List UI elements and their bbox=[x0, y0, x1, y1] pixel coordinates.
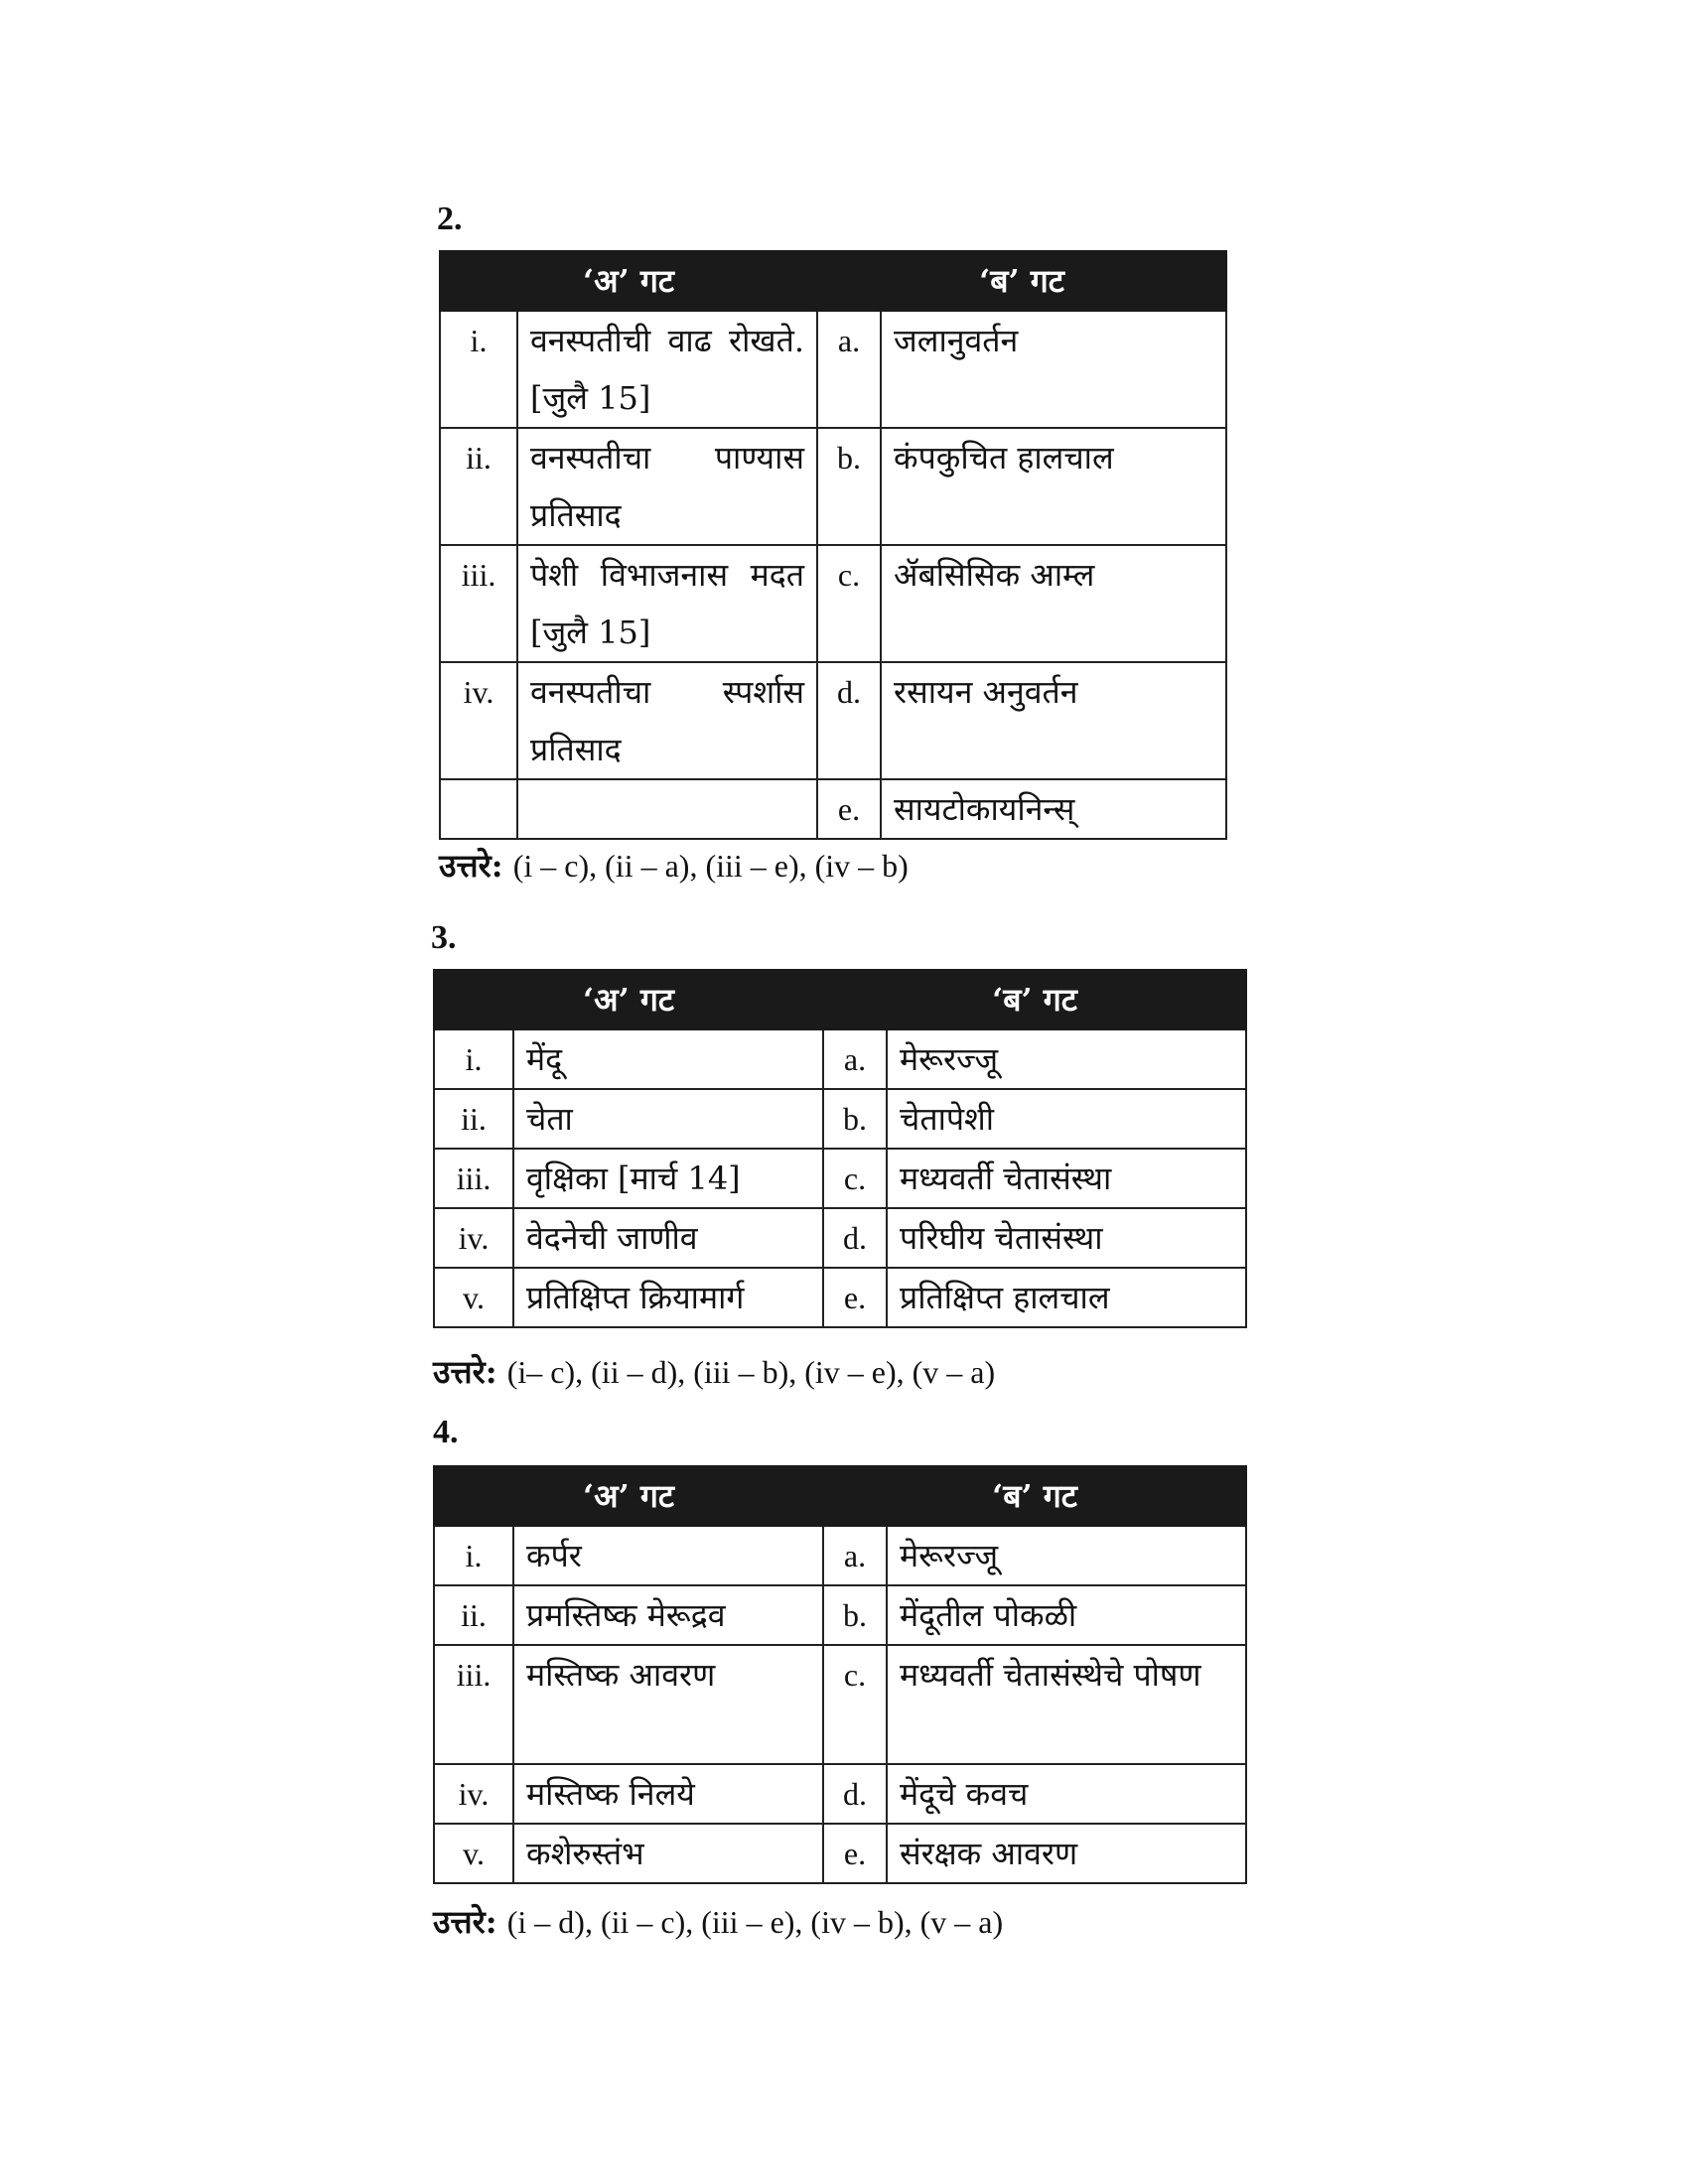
b-number: d. bbox=[823, 1208, 887, 1268]
question-number: 4. bbox=[433, 1414, 459, 1450]
b-text: संरक्षक आवरण bbox=[887, 1824, 1246, 1883]
table-row bbox=[434, 1268, 1246, 1327]
column-a-header: ‘अ’ गट bbox=[434, 1466, 823, 1526]
table-row bbox=[440, 311, 1226, 428]
a-number: iv. bbox=[440, 662, 517, 779]
b-text: मेंदूतील पोकळी bbox=[887, 1585, 1246, 1645]
b-number: a. bbox=[823, 1029, 887, 1089]
a-number: i. bbox=[434, 1029, 513, 1089]
b-text: रसायन अनुवर्तन bbox=[881, 662, 1226, 779]
b-number: b. bbox=[823, 1585, 887, 1645]
a-number: iii. bbox=[440, 545, 517, 662]
b-text: प्रतिक्षिप्त हालचाल bbox=[887, 1268, 1246, 1327]
table-row bbox=[434, 1029, 1246, 1089]
column-a-header: ‘अ’ गट bbox=[440, 251, 817, 311]
b-text: मेरूरज्जू bbox=[887, 1526, 1246, 1585]
b-text: सायटोकायनिन्स् bbox=[881, 779, 1226, 839]
column-b-header: ‘ब’ गट bbox=[823, 1466, 1246, 1526]
b-number: a. bbox=[823, 1526, 887, 1585]
answer-label: उत्तरे: bbox=[439, 847, 503, 885]
a-text: कर्पर bbox=[513, 1526, 823, 1585]
table-header-row bbox=[440, 251, 1226, 311]
a-number: ii. bbox=[434, 1089, 513, 1149]
a-text: मस्तिष्क आवरण bbox=[513, 1645, 823, 1764]
table-row bbox=[440, 779, 1226, 839]
answer-label: उत्तरे: bbox=[433, 1903, 497, 1941]
table-row bbox=[440, 428, 1226, 545]
b-text: मध्यवर्ती चेतासंस्थेचे पोषण bbox=[887, 1645, 1246, 1764]
column-b-header: ‘ब’ गट bbox=[823, 970, 1246, 1029]
a-text: चेता bbox=[513, 1089, 823, 1149]
table-row bbox=[434, 1526, 1246, 1585]
answer-value: (i– c), (ii – d), (iii – b), (iv – e), (v – a) bbox=[506, 1354, 996, 1390]
a-number: iv. bbox=[434, 1208, 513, 1268]
table-row bbox=[434, 1764, 1246, 1824]
a-text: प्रमस्तिष्क मेरूद्रव bbox=[513, 1585, 823, 1645]
a-number: v. bbox=[434, 1268, 513, 1327]
b-number: d. bbox=[817, 662, 881, 779]
match-table bbox=[439, 250, 1227, 840]
b-text: ॲबसिसिक आम्ल bbox=[881, 545, 1226, 662]
a-number: iv. bbox=[434, 1764, 513, 1824]
table-row bbox=[434, 1149, 1246, 1208]
a-number: iii. bbox=[434, 1149, 513, 1208]
column-b-header: ‘ब’ गट bbox=[817, 251, 1226, 311]
b-text: जलानुवर्तन bbox=[881, 311, 1226, 428]
b-text: मध्यवर्ती चेतासंस्था bbox=[887, 1149, 1246, 1208]
table-row bbox=[434, 1089, 1246, 1149]
a-number: ii. bbox=[434, 1585, 513, 1645]
answer-label: उत्तरे: bbox=[433, 1353, 497, 1391]
a-text: वनस्पतीची वाढ रोखते. [जुलै 15] bbox=[517, 311, 817, 428]
a-text: कशेरुस्तंभ bbox=[513, 1824, 823, 1883]
b-text: मेंदूचे कवच bbox=[887, 1764, 1246, 1824]
a-text: पेशी विभाजनास मदत [जुलै 15] bbox=[517, 545, 817, 662]
match-table bbox=[433, 969, 1247, 1328]
b-text: कंपकुचित हालचाल bbox=[881, 428, 1226, 545]
a-text: वनस्पतीचा स्पर्शास प्रतिसाद bbox=[517, 662, 817, 779]
b-number: e. bbox=[817, 779, 881, 839]
table-row bbox=[434, 1824, 1246, 1883]
a-text: प्रतिक्षिप्त क्रियामार्ग bbox=[513, 1268, 823, 1327]
a-number: v. bbox=[434, 1824, 513, 1883]
question-number: 2. bbox=[437, 201, 463, 237]
a-number: i. bbox=[434, 1526, 513, 1585]
table-row bbox=[434, 1585, 1246, 1645]
table-row bbox=[440, 545, 1226, 662]
table-row bbox=[440, 662, 1226, 779]
a-number bbox=[440, 779, 517, 839]
b-number: c. bbox=[823, 1645, 887, 1764]
a-text bbox=[517, 779, 817, 839]
a-text: वनस्पतीचा पाण्यास प्रतिसाद bbox=[517, 428, 817, 545]
answer-value: (i – c), (ii – a), (iii – e), (iv – b) bbox=[512, 848, 909, 884]
answer-value: (i – d), (ii – c), (iii – e), (iv – b), (v – a) bbox=[506, 1904, 1004, 1940]
a-number: i. bbox=[440, 311, 517, 428]
answer-line bbox=[439, 844, 909, 887]
b-text: परिघीय चेतासंस्था bbox=[887, 1208, 1246, 1268]
match-table bbox=[433, 1465, 1247, 1884]
b-number: e. bbox=[823, 1824, 887, 1883]
b-text: चेतापेशी bbox=[887, 1089, 1246, 1149]
b-number: b. bbox=[817, 428, 881, 545]
a-text: वेदनेची जाणीव bbox=[513, 1208, 823, 1268]
a-text: वृक्षिका [मार्च 14] bbox=[513, 1149, 823, 1208]
table-header-row bbox=[434, 970, 1246, 1029]
b-number: a. bbox=[817, 311, 881, 428]
b-text: मेरूरज्जू bbox=[887, 1029, 1246, 1089]
answer-line bbox=[433, 1350, 995, 1393]
a-number: iii. bbox=[434, 1645, 513, 1764]
answer-line bbox=[433, 1900, 1003, 1943]
question-number: 3. bbox=[431, 919, 457, 956]
b-number: c. bbox=[823, 1149, 887, 1208]
column-a-header: ‘अ’ गट bbox=[434, 970, 823, 1029]
a-text: मस्तिष्क निलये bbox=[513, 1764, 823, 1824]
b-number: e. bbox=[823, 1268, 887, 1327]
table-header-row bbox=[434, 1466, 1246, 1526]
a-number: ii. bbox=[440, 428, 517, 545]
table-row bbox=[434, 1645, 1246, 1764]
a-text: मेंदू bbox=[513, 1029, 823, 1089]
b-number: c. bbox=[817, 545, 881, 662]
b-number: d. bbox=[823, 1764, 887, 1824]
table-row bbox=[434, 1208, 1246, 1268]
b-number: b. bbox=[823, 1089, 887, 1149]
